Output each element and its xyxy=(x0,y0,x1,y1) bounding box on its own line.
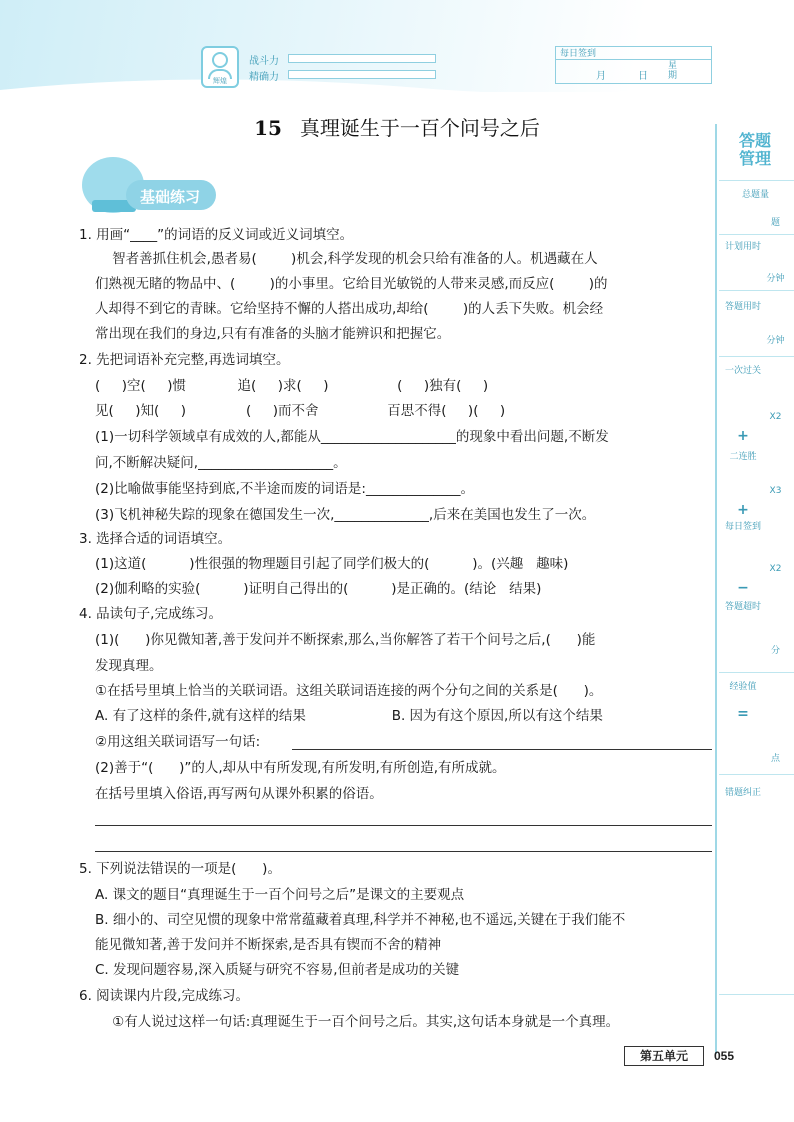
question-3-stem: 3. 选择合适的词语填空。 xyxy=(79,531,232,547)
power-meter xyxy=(288,54,436,63)
fill-words-row: ( )空( )惯 追( )求( ) ( )独有( ) xyxy=(95,378,489,394)
sidebar-item-x3: X3 xyxy=(769,486,782,496)
accuracy-label: 精确力 xyxy=(249,72,279,83)
sidebar-item-error-correct: 错题纠正 xyxy=(724,788,761,798)
avatar xyxy=(201,46,239,88)
plus-icon: + xyxy=(737,428,749,444)
sidebar-item-exp: 经验值 xyxy=(729,682,757,692)
power-label: 战斗力 xyxy=(249,56,279,67)
answer-line[interactable] xyxy=(292,749,712,750)
minus-icon: − xyxy=(737,580,749,596)
sidebar-head: 答题管理 xyxy=(738,131,771,168)
question-6-passage: ①有人说过这样一句话:真理诞生于一百个问号之后。其实,这句话本身就是一个真理。 xyxy=(95,1014,620,1030)
sidebar-item-answer-time: 答题用时 xyxy=(724,302,761,312)
sidebar-divider xyxy=(719,180,794,181)
lesson-title: 真理诞生于一百个问号之后 xyxy=(299,116,540,140)
question-2-stem: 2. 先把词语补充完整,再选词填空。 xyxy=(79,352,290,368)
sidebar-item-unit: 题 xyxy=(770,218,780,228)
question-4-prompt-b: ②用这组关联词语写一句话: xyxy=(95,734,261,750)
sidebar-item-points: 分 xyxy=(770,646,780,656)
answer-line[interactable] xyxy=(95,825,712,826)
question-5-option-a: A. 课文的题目“真理诞生于一百个问号之后”是课文的主要观点 xyxy=(95,887,465,903)
question-2-sub-1-cont: 问,不断解决疑问,____________________。 xyxy=(95,455,347,471)
sidebar-item-two-wins: 二连胜 xyxy=(729,452,757,462)
daily-signin-box[interactable] xyxy=(555,46,712,84)
question-5-option-b-cont: 能见微知著,善于发问并不断探索,是否具有锲而不舍的精神 xyxy=(95,937,442,953)
question-4-sub-2: (2)善于“( )”的人,却从中有所发现,有所发明,有所创造,有所成就。 xyxy=(95,760,506,776)
section-badge-label: 基础练习 xyxy=(140,188,201,206)
question-4-sub-2-prompt: 在括号里填入俗语,再写两句从课外积累的俗语。 xyxy=(95,786,383,802)
question-4-prompt-a: ①在括号里填上恰当的关联词语。这组关联词语连接的两个分句之间的关系是( )。 xyxy=(95,683,603,699)
sidebar-item-x2: X2 xyxy=(769,564,782,574)
equals-icon: = xyxy=(737,706,749,722)
sidebar-item-dots: 点 xyxy=(770,754,780,764)
passage-line: 智者善抓住机会,愚者易( )机会,科学发现的机会只给有准备的人。机遇藏在人 xyxy=(95,251,598,267)
avatar-label: 辉煌 xyxy=(213,77,227,85)
page-title xyxy=(0,112,794,141)
sidebar-item-plan-time: 计划用时 xyxy=(724,242,761,252)
sidebar-divider xyxy=(719,994,794,995)
sidebar-divider xyxy=(719,290,794,291)
sidebar-divider xyxy=(719,672,794,673)
question-2-sub-3: (3)飞机神秘失踪的现象在德国发生一次,______________,后来在美国也发生了一次。 xyxy=(95,507,596,523)
sidebar-divider xyxy=(719,356,794,357)
question-5-stem: 5. 下列说法错误的一项是( )。 xyxy=(79,861,281,877)
sidebar-item-overtime: 答题超时 xyxy=(724,602,761,612)
passage-line: 常出现在我们的身边,只有有准备的头脑才能辨识和把握它。 xyxy=(95,326,451,342)
question-4-sub-1: (1)( )你见微知著,善于发问并不断探索,那么,当你解答了若干个问号之后,( )能 xyxy=(95,632,596,648)
answer-line[interactable] xyxy=(95,851,712,852)
question-4-stem: 4. 品读句子,完成练习。 xyxy=(79,606,222,622)
sidebar-item-x2: X2 xyxy=(769,412,782,422)
signin-month: 月 xyxy=(596,71,606,82)
sidebar-divider xyxy=(719,234,794,235)
answer-management-sidebar xyxy=(715,124,794,1054)
lesson-number: 15 xyxy=(254,116,282,140)
signin-day: 日 xyxy=(638,71,648,82)
sidebar-item-unit: 分钟 xyxy=(766,274,785,284)
question-5-option-c: C. 发现问题容易,深入质疑与研究不容易,但前者是成功的关键 xyxy=(95,962,460,978)
question-2-sub-1: (1)一切科学领域卓有成效的人,都能从____________________的现象中看出问题,不断发 xyxy=(95,429,609,445)
question-4-options: A. 有了这样的条件,就有这样的结果 B. 因为有这个原因,所以有这个结果 xyxy=(95,708,603,724)
question-3-sub-2: (2)伽利略的实验( )证明自己得出的( )是正确的。(结论 结果) xyxy=(95,581,542,597)
sidebar-item-once-pass: 一次过关 xyxy=(724,366,761,376)
question-5-option-b: B. 细小的、司空见惯的现象中常常蕴藏着真理,科学并不神秘,也不遥远,关键在于我们能不 xyxy=(95,912,626,928)
sidebar-item-daily-signin: 每日签到 xyxy=(724,522,761,532)
avatar-head-icon xyxy=(212,52,228,68)
question-1-stem: 1. 用画“____”的词语的反义词或近义词填空。 xyxy=(79,227,354,243)
question-4-sub-1-cont: 发现真理。 xyxy=(95,658,163,674)
question-2-sub-2: (2)比喻做事能坚持到底,不半途而废的词语是:______________。 xyxy=(95,481,474,497)
plus-icon: + xyxy=(737,502,749,518)
page-number: 055 xyxy=(714,1049,735,1063)
signin-divider xyxy=(556,59,711,60)
passage-line: 们熟视无睹的物品中、( )的小事里。它给目光敏锐的人带来灵感,而反应( )的 xyxy=(95,276,608,292)
sidebar-divider xyxy=(719,774,794,775)
sidebar-item-unit: 分钟 xyxy=(766,336,785,346)
sidebar-item-total: 总题量 xyxy=(741,190,769,200)
question-3-sub-1: (1)这道( )性很强的物理题目引起了同学们极大的( )。(兴趣 趣味) xyxy=(95,556,569,572)
signin-weekday: 星期 xyxy=(668,61,678,81)
signin-title: 每日签到 xyxy=(560,49,597,59)
passage-line: 人却得不到它的青睐。它给坚持不懈的人搭出成功,却给( )的人丢下失败。机会经 xyxy=(95,301,604,317)
question-6-stem: 6. 阅读课内片段,完成练习。 xyxy=(79,988,249,1004)
accuracy-meter xyxy=(288,70,436,79)
fill-words-row: 见( )知( ) ( )而不舍 百思不得( )( ) xyxy=(95,403,506,419)
unit-label: 第五单元 xyxy=(624,1046,704,1066)
